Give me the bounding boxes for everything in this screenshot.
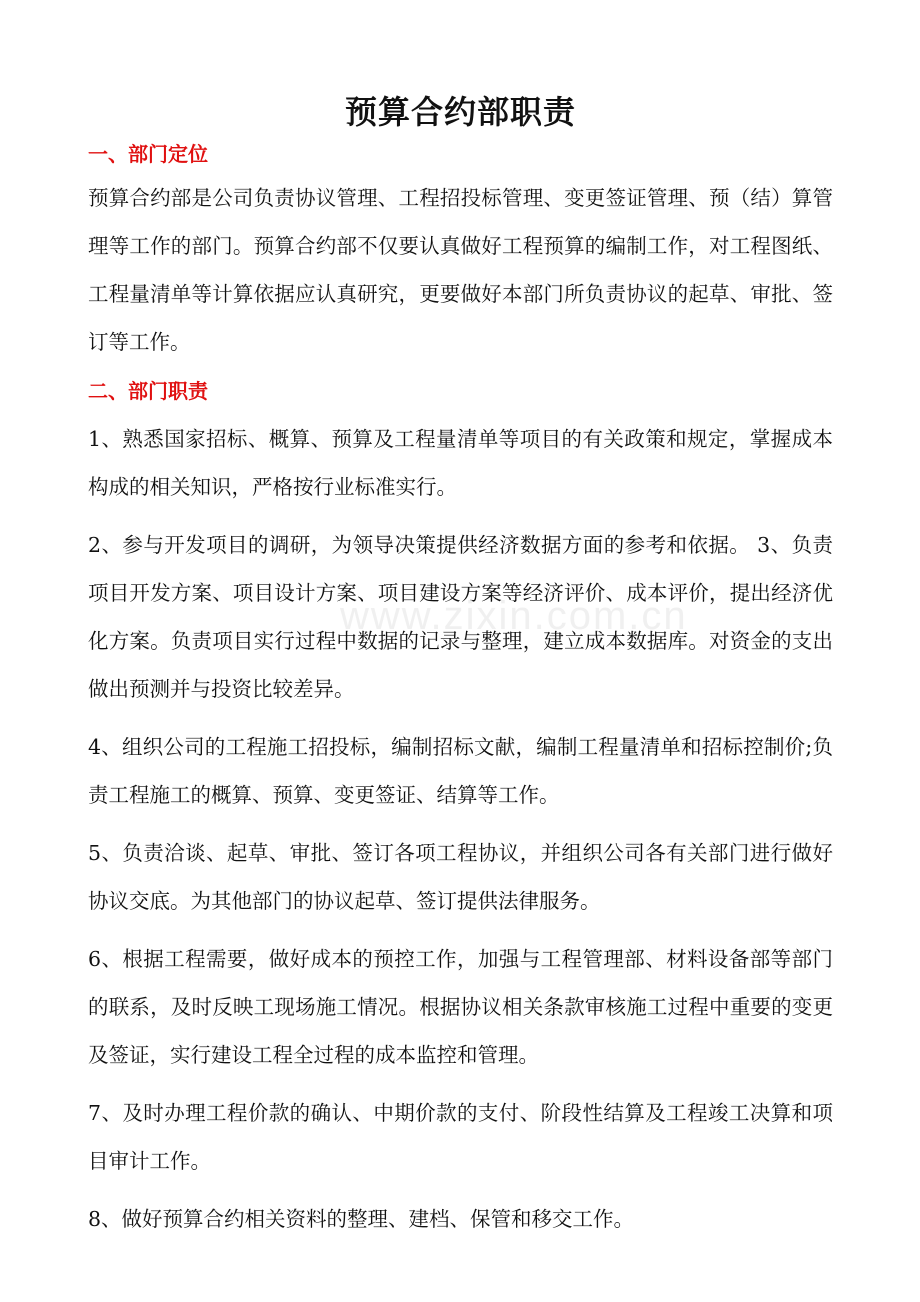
duty-item-2-3 [88,521,833,713]
paragraph: 预算合约部是公司负责协议管理、工程招投标管理、变更签证管理、预（结）算管理等工作的部门。预算合约部不仅要认真做好工程预算的编制工作，对工程图纸、工程量清单等计算依据应认真研究，更要做好本部门所负责协议的起草、审批、签订等工作。 [88,186,833,354]
section-body-duties [88,415,833,1243]
page-title: 预算合约部职责 [344,93,576,131]
duty-item-7 [88,1089,833,1185]
section-heading-duties: 二、部门职责 [88,379,208,403]
duty-item-6 [88,935,833,1079]
paragraph: 4、组织公司的工程施工招投标，编制招标文献，编制工程量清单和招标控制价;负责工程施工的概算、预算、变更签证、结算等工作。 [88,735,833,807]
paragraph: 6、根据工程需要，做好成本的预控工作，加强与工程管理部、材料设备部等部门的联系，及时反映工现场施工情况。根据协议相关条款审核施工过程中重要的变更及签证，实行建设工程全过程的成本监控和管理。 [88,947,833,1067]
duty-item-5 [88,829,833,925]
paragraph: 8、做好预算合约相关资料的整理、建档、保管和移交工作。 [88,1207,635,1231]
duty-item-1 [88,415,833,511]
paragraph: 7、及时办理工程价款的确认、中期价款的支付、阶段性结算及工程竣工决算和项目审计工作。 [88,1101,833,1173]
duty-item-4 [88,723,833,819]
duty-item-8 [88,1195,833,1243]
watermark-text: www.zixin.com.cn [340,594,688,638]
paragraph: 1、熟悉国家招标、概算、预算及工程量清单等项目的有关政策和规定，掌握成本构成的相关知识，严格按行业标准实行。 [88,427,833,499]
section-body-positioning [88,174,833,366]
section-heading-positioning: 一、部门定位 [88,142,208,166]
paragraph: 2、参与开发项目的调研，为领导决策提供经济数据方面的参考和依据。 3、负责项目开发方案、项目设计方案、项目建设方案等经济评价、成本评价，提出经济优化方案。负责项目实行过程中数据的记录与整理，建立成本数据库。对资金的支出做出预测并与投资比较差异。 [88,533,833,701]
paragraph: 5、负责洽谈、起草、审批、签订各项工程协议，并组织公司各有关部门进行做好协议交底。为其他部门的协议起草、签订提供法律服务。 [88,841,833,913]
